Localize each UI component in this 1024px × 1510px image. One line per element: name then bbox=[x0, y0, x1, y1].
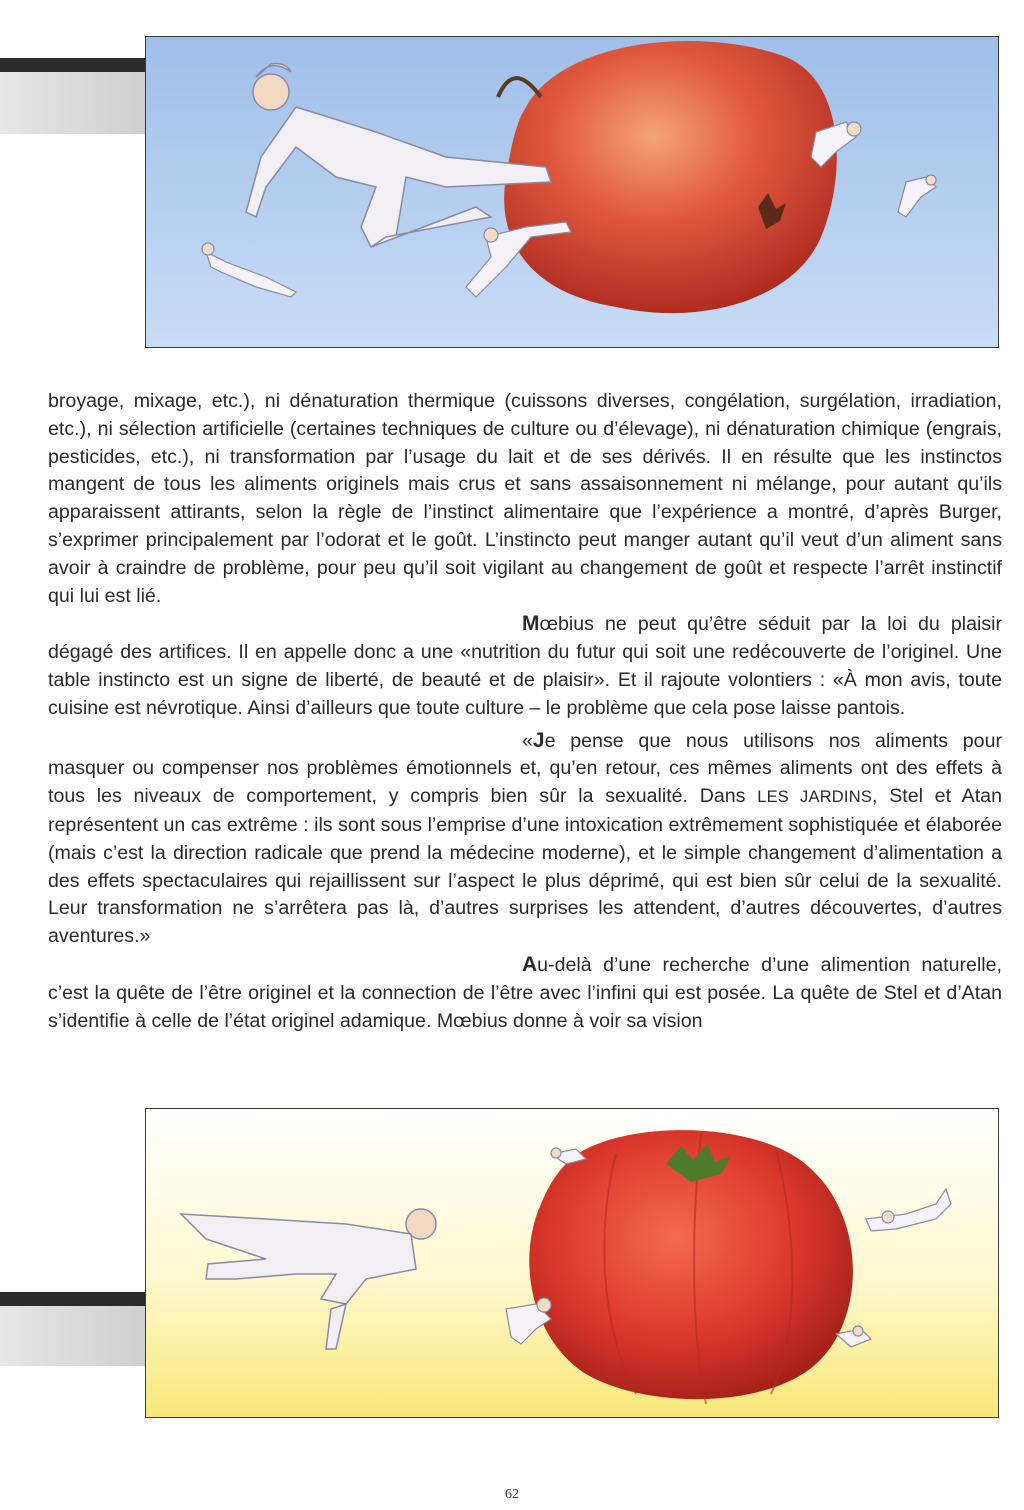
paragraph-1: broyage, mixage, etc.), ni dénaturation thermique (cuissons diverses, congélation, surgélation, irradiation, etc.), ni sélection artificielle (certaines techniques de culture ou d’élevage), ni dénaturation chimique (engrais, pesticides, etc.), ni transformation par l’usage du lait et de ses dérivés. Il en résulte que les instinctos mangent de tous les aliments originels mais crus et sans assaisonnement ni mélange, pour autant qu’ils apparaissent attirants, selon la règle de l’instinct alimentaire que l’expérience a montré, d’après Burger, s’exprimer principalement par l’odorat et le goût. L’instincto peut manger autant qu’il veut d’un aliment sans avoir à craindre de problème, pour peu qu’il soit vigilant au changement de goût et respecte l’arrêt instinctif qui lui est lié. bbox=[48, 390, 1002, 607]
page-number: 62 bbox=[505, 1487, 519, 1502]
illustration-apple bbox=[145, 36, 999, 348]
article-body bbox=[48, 388, 1002, 1035]
side-tab-bottom bbox=[0, 1292, 146, 1366]
paragraph-2: Mœbius ne peut qu’être séduit par la loi du plaisir dégagé des artifices. Il en appelle donc a une «nutrition du futur qui soit une redécouverte de l’originel. Une table instincto est un signe de liberté, de beauté et de plaisir». Et il rajoute volontiers : «À mon avis, toute cuisine est névrotique. Ainsi d’ailleurs que toute culture – le problème que cela pose laisse pantois. bbox=[48, 612, 1002, 719]
paragraph-3: «Je pense que nous utilisons nos aliments pour masquer ou compenser nos problèmes émotionnels et, qu’en retour, ces mêmes aliments ont des effets à tous les niveaux de comportement, y compris bien sûr la sexualité. Dans LES JARDINS, Stel et Atan représentent un cas extrême : ils sont sous l’emprise d’une intoxication extrêmement sophistiquée et élaborée (mais c’est la direction radicale que prend la médecine moderne), et le simple changement d’alimentation a des effets spectaculaires qui rejaillissent sur l’aspect le plus déprimé, qui est bien sûr celui de la sexualité. Leur transformation ne s’arrêtera pas là, d’autres surprises les attendent, d’autres découvertes, d’autres aventures.» bbox=[48, 728, 1002, 948]
book-title: LES JARDINS bbox=[757, 788, 873, 807]
side-tab-top bbox=[0, 58, 146, 134]
illustration-tomato bbox=[145, 1108, 999, 1418]
paragraph-4: Au-delà d’une recherche d’une alimention naturelle, c’est la quête de l’être originel et la connection de l’être avec l’infini qui est posée. La quête de Stel et d’Atan s’identifie à celle de l’état originel adamique. Mœbius donne à voir sa vision bbox=[48, 952, 1002, 1032]
